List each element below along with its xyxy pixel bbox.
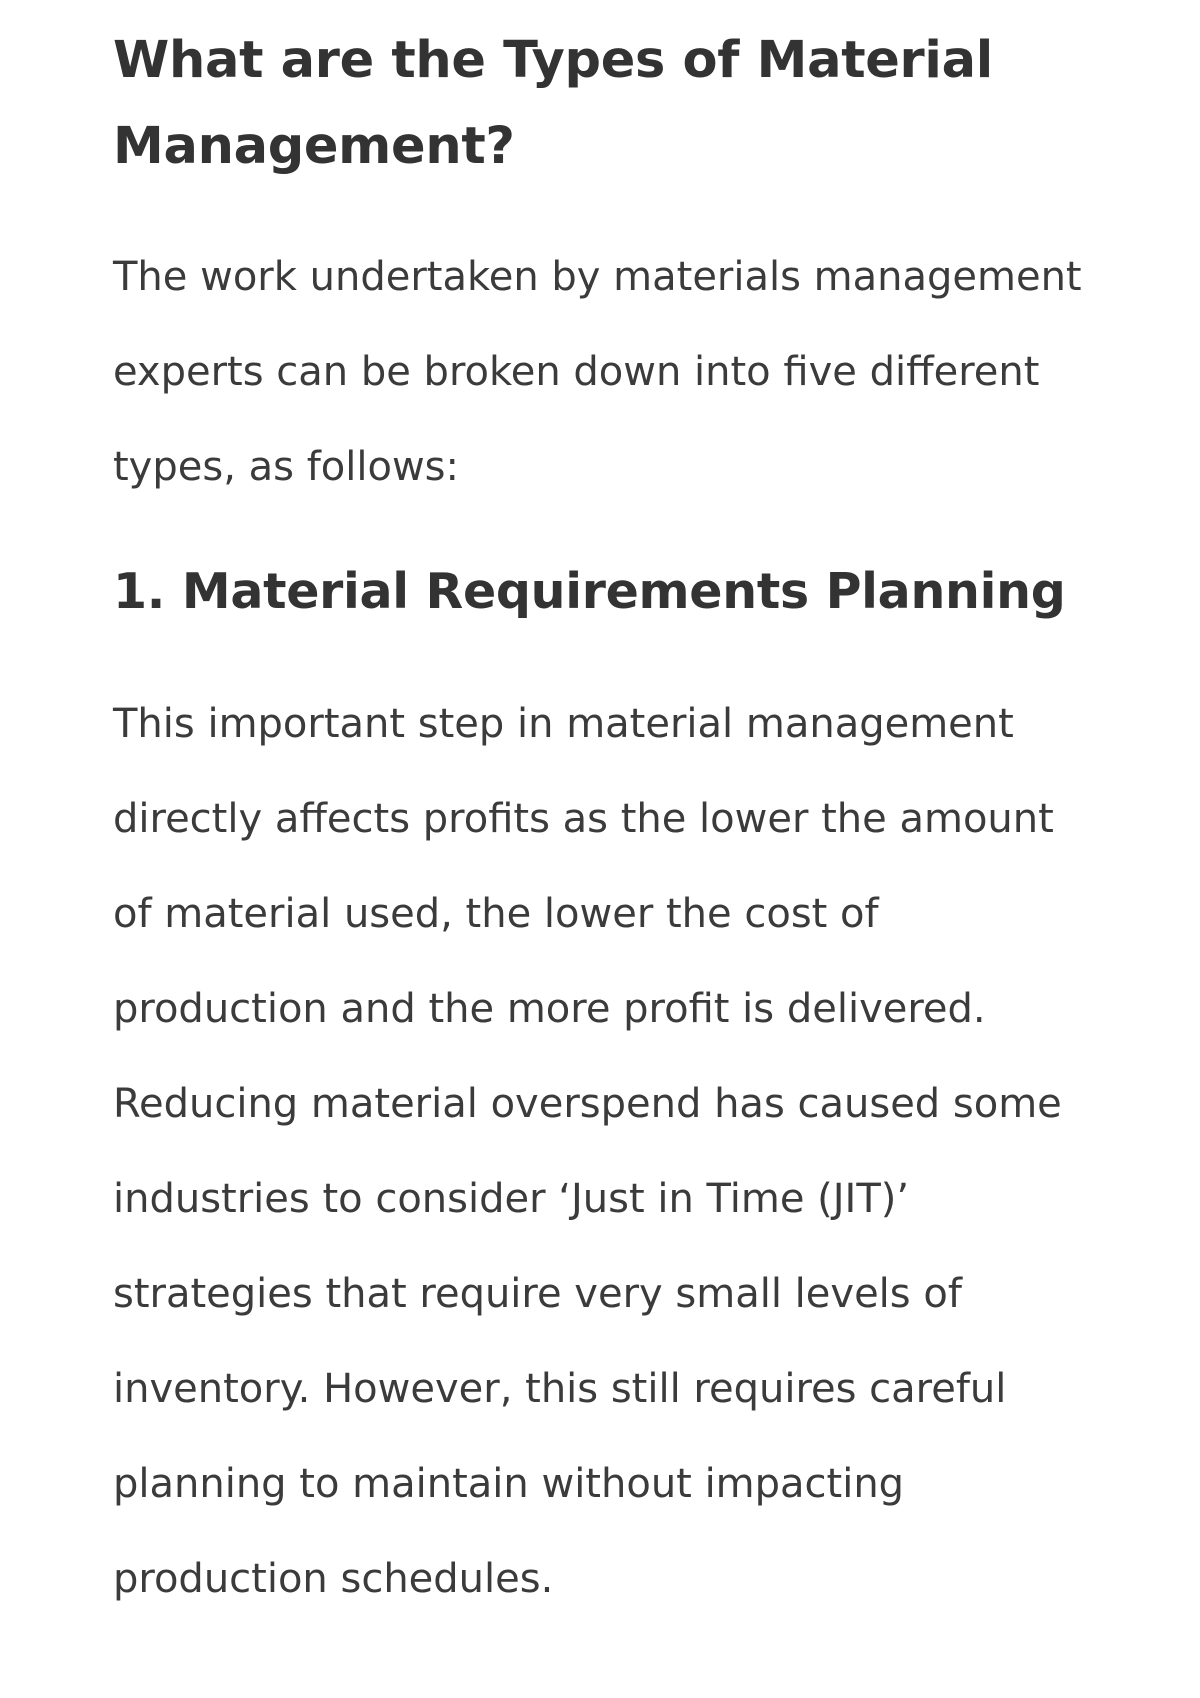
section-paragraph: This important step in material management directly affects profits as the lower the amount of material used, the lower the cost of production and the more profit is delivered. Reducing material overspend has caused some industries to consider ‘Just in Time (JIT)’ strategies that require very small levels of inventory. However, this still requires careful planning to maintain without impacting production schedules. (113, 701, 1062, 1602)
section-heading-material-requirements-planning: 1. Material Requirements Planning (113, 563, 1066, 620)
intro-paragraph: The work undertaken by materials management experts can be broken down into five different types, as follows: (113, 254, 1082, 490)
article-heading: What are the Types of Material Management? (113, 31, 993, 176)
